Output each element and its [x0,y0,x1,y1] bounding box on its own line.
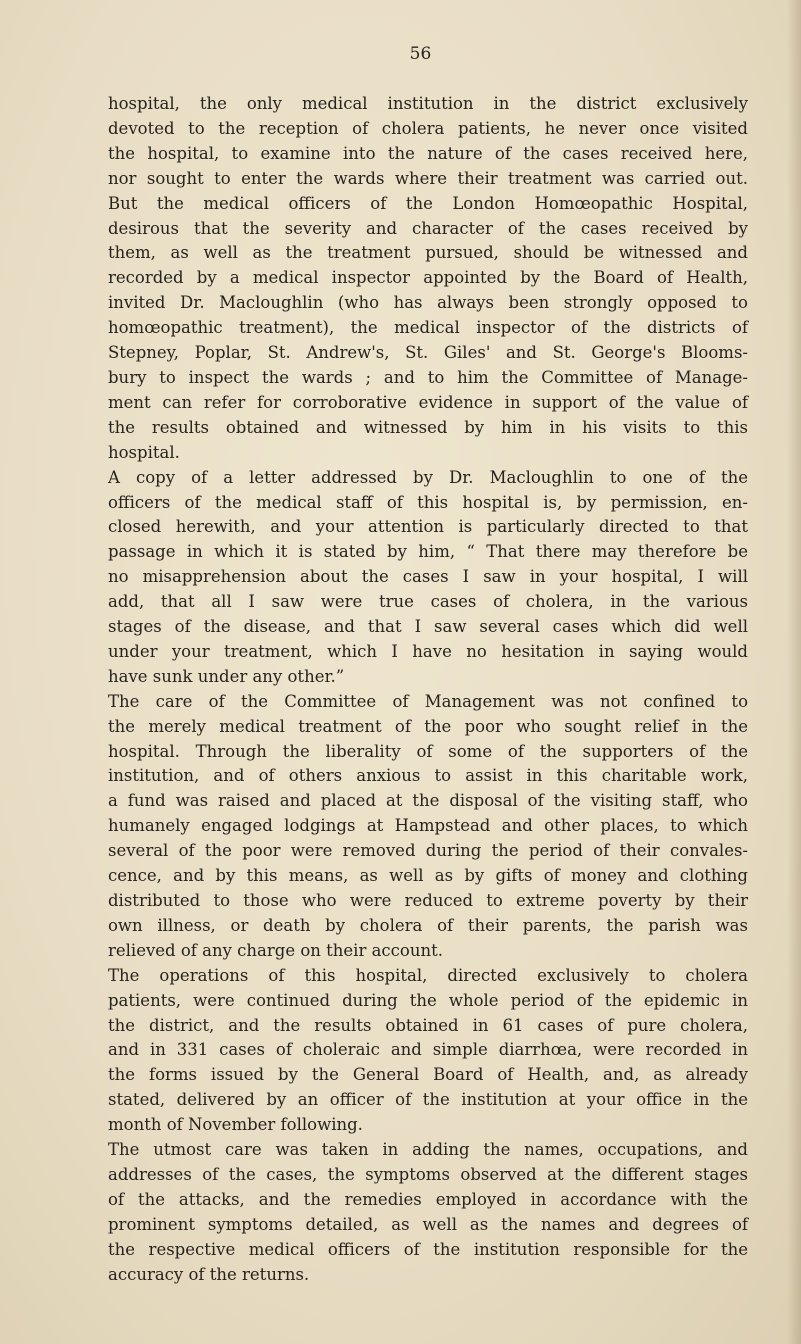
text-line: passage in which it is stated by him, “ That there may therefore be [108,542,748,562]
text-line: add, that all I saw were true cases of cholera, in the various [108,592,748,612]
text-line: hospital, the only medical institution in the district exclusively [108,94,748,113]
text-line: officers of the medical staff of this hospital is, by permission, en- [108,492,748,512]
text-line: the forms issued by the General Board of Health, and, as already [108,1065,748,1085]
text-line: hospital. Through the liberality of some of the supporters of the [108,741,748,761]
text-line: under your treatment, which I have no hesitation in saying would [108,641,748,661]
text-line: own illness, or death by cholera of their parents, the parish was [108,915,748,935]
text-line: have sunk under any other.” [108,666,345,686]
text-line: stages of the disease, and that I saw several cases which did well [108,617,748,637]
text-line: recorded by a medical inspector appointed by the Board of Health, [108,268,748,288]
text-line: and in 331 cases of choleraic and simple diarrhœa, were recorded in [108,1040,748,1060]
paragraph [108,690,748,964]
text-line: the results obtained and witnessed by him in his visits to this [108,417,748,437]
text-line: them, as well as the treatment pursued, should be witnessed and [108,243,748,263]
text-line: distributed to those who were reduced to extreme poverty by their [108,891,748,910]
paragraph [108,92,748,466]
text-line: But the medical officers of the London Homœopathic Hospital, [108,193,748,213]
page-edge-shadow [787,0,801,1344]
text-line: hospital. [108,442,180,462]
text-line: closed herewith, and your attention is particularly directed to that [108,517,748,537]
text-line: The operations of this hospital, directed exclusively to cholera [108,965,748,985]
text-line: A copy of a letter addressed by Dr. Macloughlin to one of the [108,467,748,487]
text-line: desirous that the severity and character of the cases received by [108,218,748,238]
paragraph [108,1138,748,1287]
text-line: homœopathic treatment), the medical inspector of the districts of [108,318,748,338]
text-line: Stepney, Poplar, St. Andrew's, St. Giles' and St. George's Blooms- [108,343,748,363]
page-number: 56 [409,44,432,64]
paragraph [108,964,748,1138]
body-text [108,92,748,1288]
text-line: humanely engaged lodgings at Hampstead and other places, to which [108,816,748,836]
text-line: several of the poor were removed during the period of their convales- [108,841,748,861]
text-line: a fund was raised and placed at the disposal of the visiting staff, who [108,791,748,811]
text-line: nor sought to enter the wards where their treatment was carried out. [108,168,748,188]
text-line: the merely medical treatment of the poor who sought relief in the [108,716,748,736]
text-line: The care of the Committee of Management was not confined to [108,691,748,711]
text-line: the hospital, to examine into the nature of the cases received here, [108,143,748,163]
text-line: addresses of the cases, the symptoms observed at the different stages [108,1164,748,1184]
text-line: bury to inspect the wards ; and to him the Committee of Manage- [108,367,748,387]
text-line: stated, delivered by an officer of the institution at your office in the [108,1090,748,1110]
text-line: relieved of any charge on their account. [108,940,443,960]
text-line: patients, were continued during the whole period of the epidemic in [108,990,748,1010]
text-line: invited Dr. Macloughlin (who has always been strongly opposed to [108,293,748,313]
text-line: of the attacks, and the remedies employed in accordance with the [108,1189,748,1209]
text-line: the respective medical officers of the institution responsible for the [108,1239,748,1259]
text-line: no misapprehension about the cases I saw in your hospital, I will [108,567,748,587]
text-line: ment can refer for corroborative evidence in support of the value of [108,392,748,412]
text-line: devoted to the reception of cholera patients, he never once visited [108,118,748,138]
text-line: month of November following. [108,1115,363,1135]
text-line: institution, and of others anxious to assist in this charitable work, [108,766,748,786]
text-line: accuracy of the returns. [108,1264,310,1284]
paragraph [108,466,748,690]
text-line: prominent symptoms detailed, as well as the names and degrees of [108,1214,748,1234]
text-line: The utmost care was taken in adding the names, occupations, and [108,1140,748,1160]
text-line: cence, and by this means, as well as by gifts of money and clothing [108,866,748,886]
text-line: the district, and the results obtained in 61 cases of pure cholera, [108,1015,748,1035]
